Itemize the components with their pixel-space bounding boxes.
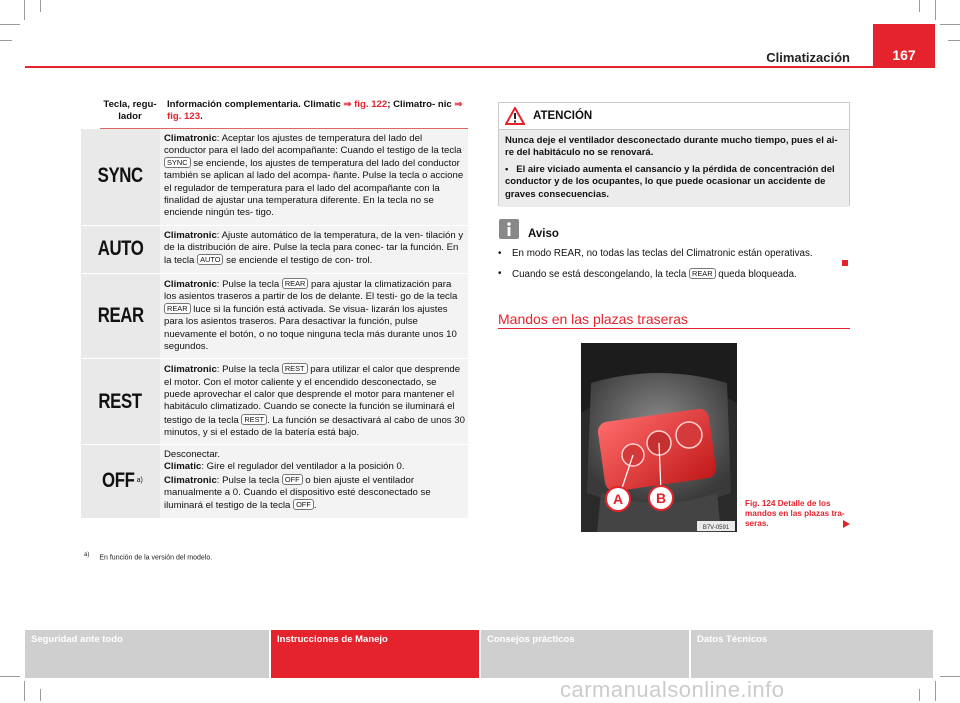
crop-mark <box>40 0 41 12</box>
footnote-ref: a) <box>136 477 143 485</box>
key-button-inline: REAR <box>282 278 309 289</box>
row-text: Desconectar. <box>164 449 220 461</box>
page-number: 167 <box>892 47 916 63</box>
crop-mark <box>0 24 20 25</box>
key-button-inline: REST <box>282 363 308 374</box>
key-cell <box>81 359 160 444</box>
key-button-inline: REAR <box>689 268 716 279</box>
bullet: • <box>505 163 517 175</box>
warning-box <box>498 102 850 206</box>
warning-paragraph: Nunca deje el ventilador desconectado durante mucho tiempo, pues el ai- re del habitáculo no se renovará. <box>505 135 838 159</box>
info-cell <box>160 445 468 517</box>
header-text: Información complementaria. Climatic <box>167 99 344 110</box>
crop-mark <box>0 40 12 41</box>
rear-controls-photo <box>581 343 737 532</box>
figure-link[interactable]: ⇒ fig. 122 <box>343 99 388 110</box>
header-text: . <box>200 111 203 123</box>
crop-mark <box>948 40 960 41</box>
table-header <box>100 95 468 129</box>
callout-b: B <box>655 490 667 506</box>
footnote-text: En función de la versión del modelo. <box>99 554 213 562</box>
row-label: Climatronic <box>164 229 217 241</box>
note-list <box>498 248 858 280</box>
row-text: : Pulse la tecla <box>216 278 282 290</box>
text: Cuando se está descongelando, la tecla <box>512 269 690 280</box>
row-text: se enciende, los ajustes de temperatura del lado del conductor también se aplican al lado del acompa- ñante. Pulse la tecla o accione el regulador de temperatura para el lado del acompañante con la finalidad de ajustar una temperatura diferente. En la tecla no se enciende ningún tes- tigo. <box>164 158 464 219</box>
table-row <box>81 129 468 225</box>
footnote <box>84 552 212 561</box>
row-text: : Pulse la tecla <box>216 364 282 376</box>
info-cell <box>160 129 468 225</box>
note-header <box>498 218 858 240</box>
note-box <box>498 218 858 289</box>
header-text: ; Climatro- nic <box>387 99 455 110</box>
key-cell <box>81 226 160 273</box>
key-cell <box>81 129 160 225</box>
list-item-text <box>512 268 797 280</box>
running-header: Climatización <box>766 50 850 65</box>
sync-key-symbol: SYNC <box>97 164 144 188</box>
continue-arrow-icon <box>843 520 850 528</box>
column-header-info <box>160 95 468 128</box>
footer-nav <box>25 630 935 678</box>
crop-mark <box>919 689 920 701</box>
row-text: para utilizar el calor que desprende el motor. Con el motor caliente y el encendido desconectado, se puede aprovechar el calor que desprende el motor para mantener el habitáculo climatizado. Cuando se conecte la función se iluminará el testigo de la tecla <box>164 364 461 426</box>
rear-controls-illustration <box>581 343 737 532</box>
crop-mark <box>24 0 25 20</box>
footer-tab-seguridad[interactable]: Seguridad ante todo <box>25 630 269 678</box>
crop-mark <box>40 689 41 701</box>
key-button-inline: OFF <box>293 499 314 510</box>
section-title: Mandos en las plazas traseras <box>498 311 688 327</box>
key-button-inline: AUTO <box>197 254 223 265</box>
rest-key-symbol: REST <box>98 389 143 413</box>
figure-link[interactable]: ⇒ fig. 123 <box>167 99 463 123</box>
crop-mark <box>935 681 936 701</box>
row-text: : Pulse la tecla <box>216 474 282 486</box>
warning-header <box>499 103 849 130</box>
crop-mark <box>935 0 936 20</box>
page-number-box <box>873 24 935 66</box>
rear-key-symbol: REAR <box>97 303 144 327</box>
row-text: o bien ajuste el ventilador manualmente a 0. Cuando el dispositivo esté desconectado se iluminará el testigo de la tecla <box>164 474 431 512</box>
key-button-inline: OFF <box>282 474 303 485</box>
footer-tab-datos[interactable]: Datos Técnicos <box>691 630 933 678</box>
warning-body <box>499 130 849 207</box>
table-row <box>81 358 468 444</box>
off-key-symbol: OFF <box>102 469 135 493</box>
bullet: • <box>498 248 502 259</box>
info-cell <box>160 226 468 273</box>
info-cell <box>160 359 468 444</box>
warning-paragraph <box>505 164 843 201</box>
footer-tab-consejos[interactable]: Consejos prácticos <box>481 630 689 678</box>
section-rule <box>498 328 850 329</box>
crop-mark <box>940 676 960 677</box>
row-text: . <box>313 500 317 512</box>
header-rule <box>25 66 935 68</box>
key-cell <box>81 274 160 359</box>
note-info-icon <box>498 218 520 240</box>
row-label: Climatronic <box>164 364 217 376</box>
table-row <box>81 225 468 273</box>
row-text: . La función se desactivará al cabo de unos 30 minutos, y si el estado de la batería está bajo. <box>164 414 465 438</box>
list-item <box>498 248 858 259</box>
footer-tab-instrucciones[interactable]: Instrucciones de Manejo <box>271 630 479 678</box>
row-text: : Gire el regulador del ventilador a la posición 0. <box>201 461 405 473</box>
row-text: : Aceptar los ajustes de temperatura del lado del conductor para el lado del acompañante: Cuando el testigo de la tecla <box>164 132 462 156</box>
row-label: Climatic <box>164 461 202 473</box>
row-text: para ajustar la climatización para los asientos traseros a partir de los de delante. El testi- go de la tecla <box>164 278 458 302</box>
warning-text: El aire viciado aumenta el cansancio y la pérdida de concentración del conductor y de los ocupantes, lo que puede ocasionar un accidente de graves consecuencias. <box>505 163 835 200</box>
info-cell <box>160 274 468 359</box>
warning-title: ATENCIÓN <box>533 110 593 122</box>
key-button-inline: REST <box>241 414 267 425</box>
key-button-inline: SYNC <box>164 157 191 168</box>
crop-mark <box>919 0 920 12</box>
crop-mark <box>940 24 960 25</box>
controls-table <box>97 95 468 518</box>
row-label: Climatronic <box>164 132 217 144</box>
bullet: • <box>498 268 502 279</box>
figure-code: B7V-0591 <box>702 525 730 531</box>
figure-caption: Fig. 124 Detalle de los mandos en las plazas tra- seras. <box>745 499 845 528</box>
row-text: : Ajuste automático de la temperatura, de la ven- tilación y de la distribución de aire. Pulse la tecla para conec- tar la función. En la tecla <box>164 229 464 267</box>
note-title: Aviso <box>528 228 559 240</box>
crop-mark <box>24 681 25 701</box>
auto-key-symbol: AUTO <box>97 236 144 260</box>
list-item <box>498 268 858 280</box>
watermark: carmanualsonline.info <box>560 677 785 702</box>
table-row <box>81 273 468 359</box>
footnote-mark: a) <box>84 552 90 558</box>
end-of-section-mark <box>842 260 848 266</box>
crop-mark <box>0 676 20 677</box>
list-item-text: En modo REAR, no todas las teclas del Climatronic están operativas. <box>512 248 813 259</box>
key-button-inline: REAR <box>164 303 191 314</box>
text: queda bloqueada. <box>715 269 797 280</box>
callout-a: A <box>612 491 624 507</box>
row-text: luce si la función está activada. Se visua- lizarán los ajustes para los asientos traseros. Para desactivar la función, pulse nuevamente el botón, o no toque ninguna tecla más durante unos 10 segundos. <box>164 304 457 353</box>
column-header-key: Tecla, regu- lador <box>103 99 157 123</box>
table-row <box>81 444 468 517</box>
row-label: Climatronic <box>164 278 217 290</box>
warning-triangle-icon <box>505 107 525 125</box>
row-text: se enciende el testigo de con- trol. <box>223 255 373 267</box>
row-label: Climatronic <box>164 474 217 486</box>
key-cell <box>81 445 160 517</box>
